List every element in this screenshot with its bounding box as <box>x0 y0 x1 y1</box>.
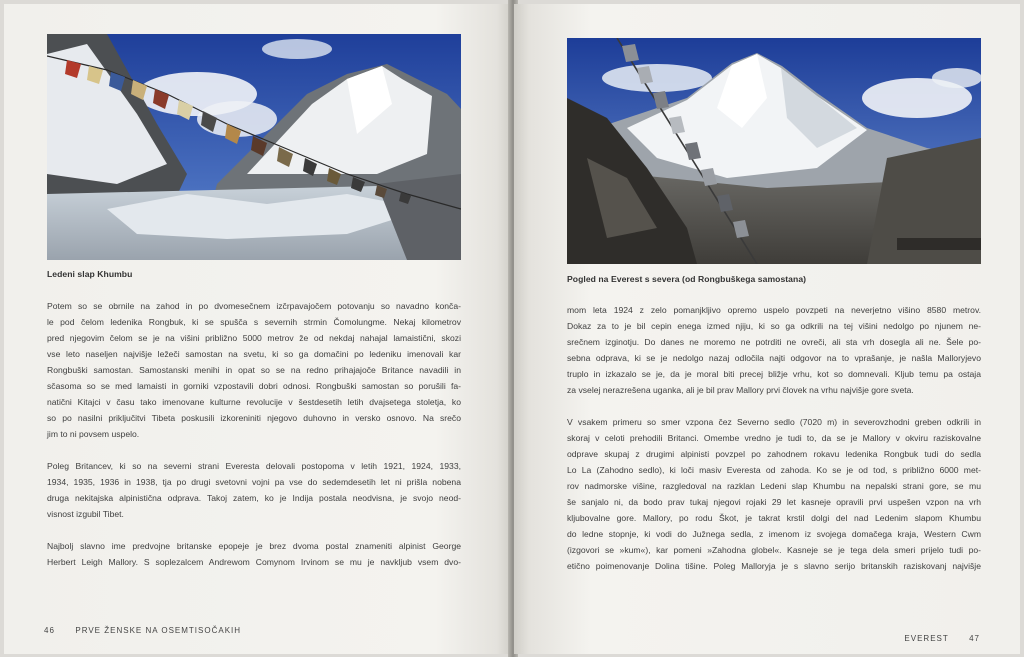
left-body-text <box>47 298 461 586</box>
left-paragraph-1: Potem so se obrnile na zahod in po dvomesečnem izčrpavajočem potovanju so navadno konča- le pod čelom ledenika Rongbuk, ki se spušča s severnih strmin Čomolungme. Nekaj kilometrov pred njegovim čelom se je na višini približno 5000 metrov že od nekdaj nahajal lamaistični, skozi vse leto naseljen najvišje ležeči samostan na svetu, ki so ga domačini po ledeniku imenovali kar Rongbuški samostan. Samostanski menihi in opat so se na redno prihajajoče Britance navadili in sčasoma so se med lamaisti in gorniki vzpostavili dobri odnosi. Rongbuški samostan so porušili fa- natični Kitajci v času tako imenovane kulturne revolucije v šestdesetih letih dvajsetega stoletja, ko so po nasilni priključitvi Tibeta poskusili izkoreniniti njegovo duhovno in versko osnovo. Na srečo jim to ni povsem uspelo. <box>47 301 461 439</box>
left-page <box>4 4 512 654</box>
khumbu-icefall-photo <box>47 34 461 260</box>
right-page <box>514 4 1020 654</box>
right-photo-caption: Pogled na Everest s severa (od Rongbuškega samostana) <box>567 274 807 284</box>
everest-north-face-photo <box>567 38 981 264</box>
right-running-title: EVEREST <box>904 634 949 643</box>
left-page-number: 46 <box>44 626 55 635</box>
left-page-footer <box>44 626 241 635</box>
left-photo-caption: Ledeni slap Khumbu <box>47 269 133 279</box>
right-paragraph-2: V vsakem primeru so smer vzpona čez Severno sedlo (7020 m) in severovzhodni greben odkrili in skoraj v celoti prehodili Britanci. Omembe vredno je tudi to, da se je Mallory v okviru raziskovalne odprave skupaj z drugimi alpinisti povzpel po zahodnem rokavu ledenika Rongbuk tudi do sedla Lo La (Zahodno sedlo), ki loči masiv Everesta od zahoda. Ko se je od tod, s približno 6000 met- rov nadmorske višine, razgledoval na razklan Ledeni slap Khumbu na nepalski strani gore, se mu še sanjalo ni, da bodo prav tukaj njegovi rojaki 29 let kasneje opravili prvi uspešen vzpon na vrh kljubovalne gore. Mallory, po rodu Škot, je takrat krstil dolgi del nad Ledenim slapom Khumbu do ledne stopnje, ki vodi do Južnega sedla, z imenom iz svojega domačega kraja, Western Cwm (izgovori se »kum«), kar pomeni »Zahodna globel«. Kasneje se je tega dela smeri prijelo tudi po- etično poimenovanje Dolina tišine. Poleg Malloryja je s slavno serijo britanskih raziskovanj najvišje <box>567 417 981 571</box>
left-paragraph-3: Najbolj slavno ime predvojne britanske epopeje je brez dvoma postal znameniti alpinist George Herbert Leigh Mallory. S soplezalcem Andrewom Comynom Irvinom se mu je navkljub vsem dvo- <box>47 541 461 567</box>
right-body-text <box>567 302 981 590</box>
left-running-title: PRVE ŽENSKE NA OSEMTISOČAKIH <box>75 626 242 635</box>
left-paragraph-2: Poleg Britancev, ki so na severni strani Everesta delovali postopoma v letih 1921, 1924, 1933, 1934, 1935, 1936 in 1938, tja po drugi svetovni vojni pa vse do sedemdesetih let ni prišla nobena druga nekitajska alpinistična odprava. Takoj zatem, ko je Indija postala neodvisna, je svojo neod- visnost izgubil Tibet. <box>47 461 461 519</box>
right-page-number: 47 <box>969 634 980 643</box>
right-page-footer <box>904 634 980 643</box>
right-paragraph-1: mom leta 1924 z zelo pomanjkljivo opremo uspelo povzpeti na neverjetno višino 8580 metrov. Dokaz za to je bil cepin enega izmed njiju, ki so ga odkrili na tej višini nedolgo po njunem ne- srečnem izginotju. Do danes ne moremo ne potrditi ne ovreči, ali sta vrh dosegla ali ne. Šele po- sebna odprava, ki se je nedolgo nazaj odločila najti odgovor na to vprašanje, je našla Malloryjevo truplo in izkazalo se je, da je moral biti precej bližje vrhu, kot so domnevali. Kljub temu pa ostaja za vselej nerazrešena uganka, ali je bil prav Mallory prvi človek na vrhu najvišje gore sveta. <box>567 305 981 395</box>
